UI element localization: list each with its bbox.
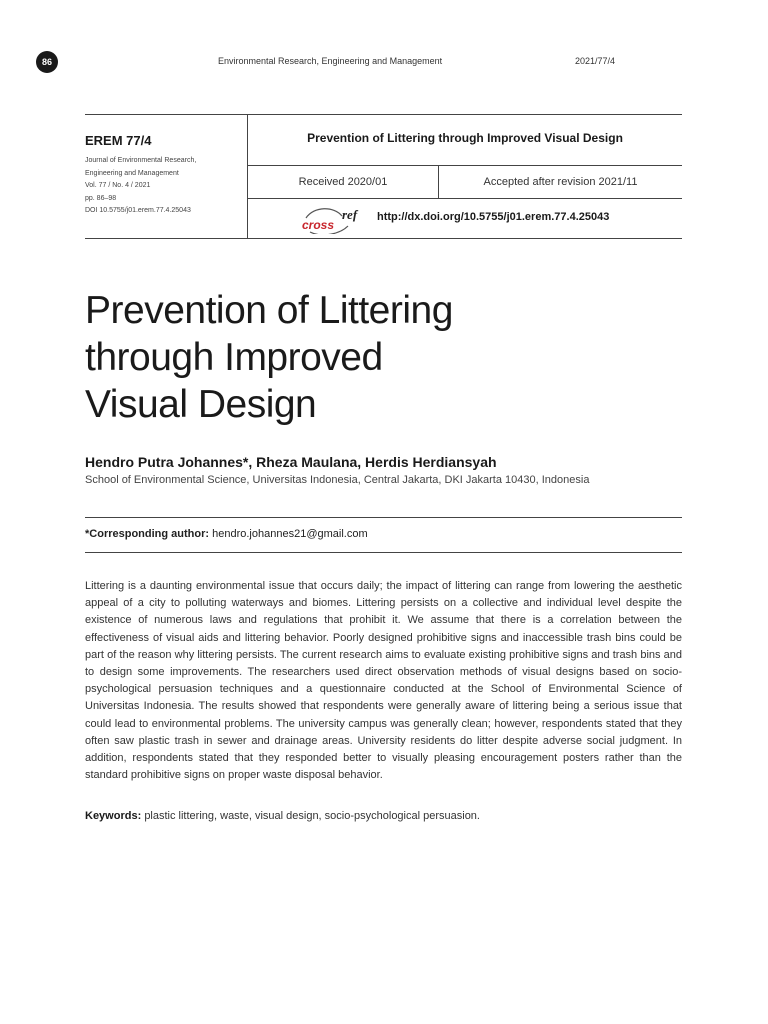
journal-info-block — [85, 155, 245, 218]
keywords-label: Keywords: — [85, 810, 142, 822]
running-issue-number: 2021/77/4 — [575, 56, 616, 66]
author-list: Hendro Putra Johannes*, Rheza Maulana, Herdis Herdiansyah — [85, 454, 497, 470]
received-date: Received 2020/01 — [298, 176, 388, 188]
journal-info-line: Vol. 77 / No. 4 / 2021 — [85, 182, 151, 189]
journal-info-line: pp. 86–98 — [85, 194, 117, 202]
svg-text:cross: cross — [302, 218, 335, 232]
info-box-article-title: Prevention of Littering through Improved Visual Design — [307, 131, 623, 145]
keywords — [85, 810, 480, 822]
keywords-list: plastic littering, waste, visual design, socio-psychological persuasion. — [144, 810, 480, 822]
info-box-bottom-rule — [85, 238, 682, 239]
running-journal-title: Environmental Research, Engineering and Management — [218, 56, 443, 66]
article-title — [85, 287, 545, 428]
journal-info-line: Journal of Environmental Research, — [85, 157, 197, 164]
erem-code: EREM 77/4 — [85, 133, 152, 148]
affiliation: School of Environmental Science, Universitas Indonesia, Central Jakarta, DKI Jakarta 10430, Indonesia — [85, 474, 590, 486]
journal-info-line: DOI 10.5755/j01.erem.77.4.25043 — [85, 207, 191, 214]
article-title-line: through Improved — [85, 336, 383, 379]
info-box-top-rule — [85, 114, 682, 115]
journal-info-line: Engineering and Management — [85, 169, 179, 177]
article-title-line: Prevention of Littering — [85, 289, 453, 332]
corresponding-label: *Corresponding author: — [85, 528, 210, 540]
corresponding-author — [85, 528, 368, 540]
crossref-logo-icon — [300, 204, 370, 234]
doi-link[interactable]: http://dx.doi.org/10.5755/j01.erem.77.4.25043 — [377, 211, 610, 223]
svg-text:ref: ref — [342, 207, 358, 222]
corresponding-bottom-rule — [85, 552, 682, 553]
accepted-date: Accepted after revision 2021/11 — [483, 176, 638, 188]
dates-row-rule — [248, 198, 682, 199]
corresponding-email[interactable]: hendro.johannes21@gmail.com — [212, 528, 368, 540]
abstract-text: Littering is a daunting environmental issue that occurs daily; the impact of littering can range from lowering the aesthetic appeal of a city to polluting waterways and biomes. Littering persists on a collective and individual level despite the existence of numerous laws and regulations that prohibit it. We assume that there is a correlation between the effectiveness of visual aids and littering behavior. Poorly designed prohibitive signs and inaccessible trash bins could be part of the reason why littering persists. The current research aims to evaluate existing prohibitive signs and trash bins and to design some improvements. The researchers used direct observation methods of visual designs based on socio-psychological persuasion techniques and a questionnaire conducted at the School of Environmental Science of Universitas Indonesia. The results showed that respondents were generally aware of littering being a serious issue that could lead to environmental problems. The university campus was generally clean; however, respondents stated that they often saw plastic trash in sewer and drainage areas. University residents do litter despite adverse social judgment. In addition, respondents stated that they responded better to visually pleasing encouragement posters rather than the standard prohibitive signs on proper waste disposal behavior. — [85, 580, 682, 782]
corresponding-top-rule — [85, 517, 682, 518]
title-row-rule — [248, 165, 682, 166]
page-number-badge: 86 — [36, 51, 58, 73]
article-title-line: Visual Design — [85, 383, 317, 426]
